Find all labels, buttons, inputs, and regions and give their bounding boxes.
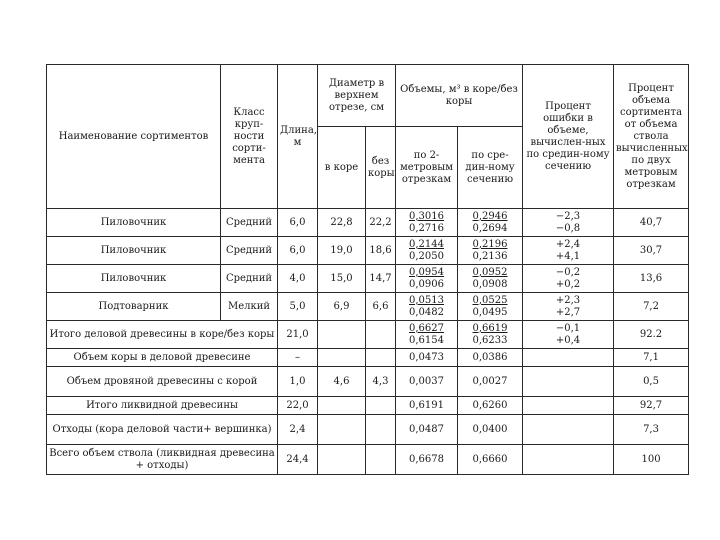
row-percent: 92.2 <box>614 321 689 349</box>
row-name: Отходы (кора деловой части+ вершинка) <box>47 415 278 445</box>
table-row <box>47 237 689 265</box>
header-error-percent: Процент ошибки в объеме, вычислен-ных по средин-ному сечению <box>523 65 614 209</box>
row-name: Подтоварник <box>47 293 221 321</box>
volume-bark: 0,6619 <box>472 322 508 334</box>
row-length: – <box>278 349 318 367</box>
error-nobark: +2,7 <box>555 306 581 318</box>
row-percent: 7,2 <box>614 293 689 321</box>
header-volumes: Объемы, м³ в коре/без коры <box>396 65 523 127</box>
row-diameter-bark: 19,0 <box>318 237 366 265</box>
volume-nobark: 0,2694 <box>472 222 508 234</box>
row-diameter-nobark: 4,3 <box>366 367 396 397</box>
row-name: Итого ликвидной древесины <box>47 397 278 415</box>
row-class: Мелкий <box>221 293 278 321</box>
row-percent: 100 <box>614 445 689 475</box>
error-bark: −0,1 <box>555 322 581 334</box>
error-bark: −0,2 <box>555 266 581 278</box>
row-volume-2m <box>396 293 458 321</box>
row-volume-2m: 0,6678 <box>396 445 458 475</box>
total-liquid-row <box>47 397 689 415</box>
row-name: Пиловочник <box>47 237 221 265</box>
header-class: Класс круп-ности сорти-мента <box>221 65 278 209</box>
total-stem-row <box>47 445 689 475</box>
error-bark: +2,4 <box>555 238 581 250</box>
row-length: 22,0 <box>278 397 318 415</box>
row-volume-2m <box>396 237 458 265</box>
row-volume-mid <box>458 321 523 349</box>
volume-bark: 0,2946 <box>472 210 508 222</box>
row-error <box>523 293 614 321</box>
table-row <box>47 293 689 321</box>
row-diameter-bark: 22,8 <box>318 209 366 237</box>
row-diameter-nobark: 6,6 <box>366 293 396 321</box>
row-percent: 7,3 <box>614 415 689 445</box>
volume-nobark: 0,2716 <box>409 222 445 234</box>
row-name: Пиловочник <box>47 209 221 237</box>
assortment-volume-table <box>46 64 689 475</box>
error-nobark: +0,2 <box>555 278 581 290</box>
row-length: 4,0 <box>278 265 318 293</box>
row-error <box>523 237 614 265</box>
error-bark: −2,3 <box>555 210 581 222</box>
volume-bark: 0,3016 <box>409 210 445 222</box>
row-percent: 30,7 <box>614 237 689 265</box>
row-class: Средний <box>221 237 278 265</box>
row-volume-mid: 0,0386 <box>458 349 523 367</box>
row-volume-2m: 0,0487 <box>396 415 458 445</box>
row-diameter-nobark: 18,6 <box>366 237 396 265</box>
row-name: Пиловочник <box>47 265 221 293</box>
row-diameter-bark: 15,0 <box>318 265 366 293</box>
volume-bark: 0,2196 <box>472 238 508 250</box>
header-length: Длина, м <box>278 65 318 209</box>
row-name: Объем коры в деловой древесине <box>47 349 278 367</box>
header-name: Наименование сортиментов <box>47 65 221 209</box>
row-length: 21,0 <box>278 321 318 349</box>
firewood-row <box>47 367 689 397</box>
row-percent: 92,7 <box>614 397 689 415</box>
table-row <box>47 265 689 293</box>
row-volume-2m <box>396 209 458 237</box>
header-share-percent: Процент объема сортимента от объема ствола вычисленных по двух метровым отрезкам <box>614 65 689 209</box>
volume-nobark: 0,2136 <box>472 250 508 262</box>
volume-bark: 0,0952 <box>472 266 508 278</box>
row-error <box>523 321 614 349</box>
error-bark: +2,3 <box>555 294 581 306</box>
error-nobark: +0,4 <box>555 334 581 346</box>
row-percent: 0,5 <box>614 367 689 397</box>
volume-bark: 0,2144 <box>409 238 445 250</box>
header-diameter-bark: в коре <box>318 127 366 209</box>
row-error <box>523 209 614 237</box>
row-class: Средний <box>221 265 278 293</box>
row-volume-mid <box>458 265 523 293</box>
volume-nobark: 0,0495 <box>472 306 508 318</box>
row-diameter-bark: 4,6 <box>318 367 366 397</box>
header-volume-mid: по сре-дин-ному сечению <box>458 127 523 209</box>
row-diameter-nobark: 22,2 <box>366 209 396 237</box>
error-nobark: +4,1 <box>555 250 581 262</box>
volume-nobark: 0,0906 <box>409 278 445 290</box>
volume-nobark: 0,0482 <box>409 306 445 318</box>
row-diameter-bark: 6,9 <box>318 293 366 321</box>
total-business-row <box>47 321 689 349</box>
volume-bark: 0,0954 <box>409 266 445 278</box>
waste-row <box>47 415 689 445</box>
row-volume-mid <box>458 293 523 321</box>
row-volume-mid: 0,0027 <box>458 367 523 397</box>
table-row <box>47 209 689 237</box>
row-length: 5,0 <box>278 293 318 321</box>
row-volume-2m: 0,0037 <box>396 367 458 397</box>
row-volume-2m <box>396 265 458 293</box>
row-diameter-nobark <box>366 321 396 349</box>
row-length: 1,0 <box>278 367 318 397</box>
row-volume-mid: 0,6260 <box>458 397 523 415</box>
row-volume-mid: 0,0400 <box>458 415 523 445</box>
volume-nobark: 0,2050 <box>409 250 445 262</box>
bark-volume-row <box>47 349 689 367</box>
row-length: 24,4 <box>278 445 318 475</box>
volume-bark: 0,0525 <box>472 294 508 306</box>
row-length: 6,0 <box>278 237 318 265</box>
volume-bark: 0,6627 <box>409 322 445 334</box>
row-name: Итого деловой древесины в коре/без коры <box>47 321 278 349</box>
row-volume-2m: 0,6191 <box>396 397 458 415</box>
row-name: Объем дровяной древесины с корой <box>47 367 278 397</box>
row-name: Всего объем ствола (ликвидная древесина + отходы) <box>47 445 278 475</box>
volume-bark: 0,0513 <box>409 294 445 306</box>
header-diameter: Диаметр в верхнем отрезе, см <box>318 65 396 127</box>
row-volume-mid <box>458 237 523 265</box>
row-volume-mid: 0,6660 <box>458 445 523 475</box>
header-diameter-nobark: без коры <box>366 127 396 209</box>
row-diameter-nobark: 14,7 <box>366 265 396 293</box>
row-error <box>523 265 614 293</box>
row-volume-2m <box>396 321 458 349</box>
row-length: 6,0 <box>278 209 318 237</box>
row-percent: 40,7 <box>614 209 689 237</box>
volume-nobark: 0,6154 <box>409 334 445 346</box>
row-class: Средний <box>221 209 278 237</box>
row-percent: 7,1 <box>614 349 689 367</box>
row-percent: 13,6 <box>614 265 689 293</box>
row-diameter-bark <box>318 321 366 349</box>
error-nobark: −0,8 <box>555 222 581 234</box>
header-volume-2m: по 2-метровым отрезкам <box>396 127 458 209</box>
row-volume-mid <box>458 209 523 237</box>
row-length: 2,4 <box>278 415 318 445</box>
volume-nobark: 0,6233 <box>472 334 508 346</box>
row-volume-2m: 0,0473 <box>396 349 458 367</box>
volume-nobark: 0,0908 <box>472 278 508 290</box>
